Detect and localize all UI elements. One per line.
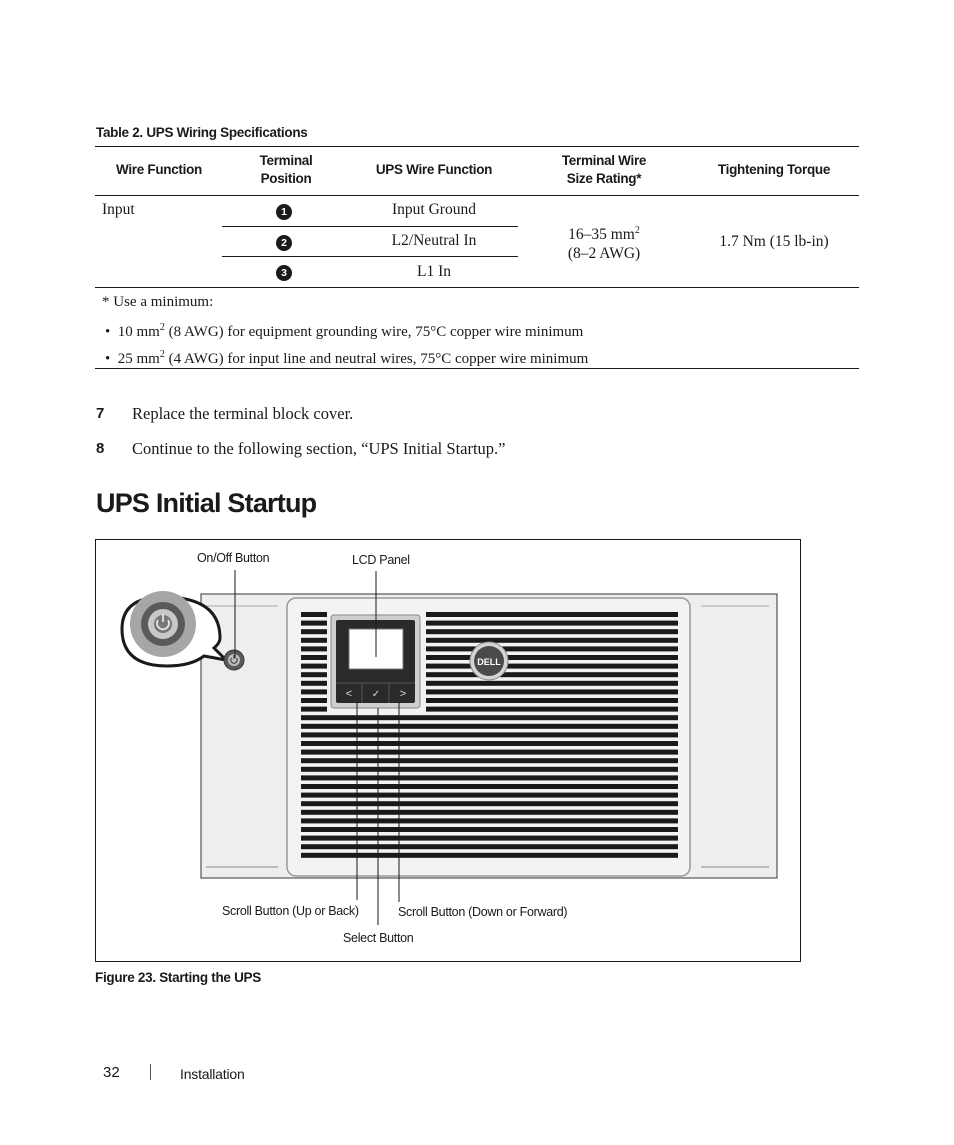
scroll-back-button[interactable]: < (345, 688, 353, 700)
footer-section-name: Installation (180, 1066, 245, 1082)
header-tightening-torque: Tightening Torque (717, 162, 831, 177)
table-note-item: • 25 $mm^2$ (4 AWG) for input line and neutral wires, 75°C copper wire minimum (105, 349, 589, 367)
cell-ups-wire-function: L2/Neutral In (391, 232, 477, 249)
header-ups-wire-function: UPS Wire Function (375, 162, 493, 177)
header-terminal-position: Terminal Position (259, 153, 313, 186)
cell-size-rating: 16–35 $mm^2$ (8–2 AWG) (567, 225, 641, 263)
label-scroll-up-button: Scroll Button (Up or Back) (222, 904, 359, 918)
table-note-intro: * Use a minimum: (102, 294, 214, 310)
cell-ups-wire-function: Input Ground (392, 201, 476, 218)
footer-separator (150, 1064, 151, 1080)
terminal-position-badge: 2 (276, 235, 292, 251)
cell-wire-function: Input (102, 201, 135, 218)
select-button[interactable]: ✓ (371, 689, 381, 700)
label-select-button: Select Button (343, 931, 414, 945)
scroll-forward-button[interactable]: > (399, 688, 407, 700)
figure-ups-front-panel (95, 539, 801, 962)
cell-ups-wire-function: L1 In (416, 263, 451, 280)
terminal-position-badge: 1 (276, 204, 292, 220)
section-title: UPS Initial Startup (96, 488, 317, 518)
page-number: 32 (103, 1064, 120, 1081)
cell-torque: 1.7 Nm (15 lb-in) (719, 233, 829, 250)
table-note-item: • 10 $mm^2$ (8 AWG) for equipment grounding wire, 75°C copper wire minimum (105, 322, 584, 340)
label-scroll-down-button: Scroll Button (Down or Forward) (398, 905, 568, 919)
header-terminal-wire-size: Terminal Wire Size Rating* (561, 153, 647, 186)
wiring-spec-table (95, 146, 859, 370)
table-caption: Table 2. UPS Wiring Specifications (96, 125, 308, 140)
label-on-off-button: On/Off Button (197, 551, 270, 565)
label-lcd-panel: LCD Panel (352, 553, 410, 567)
terminal-position-badge: 3 (276, 265, 292, 281)
figure-caption: Figure 23. Starting the UPS (95, 970, 261, 985)
dell-logo: DELL (477, 657, 501, 667)
header-wire-function: Wire Function (116, 162, 202, 177)
